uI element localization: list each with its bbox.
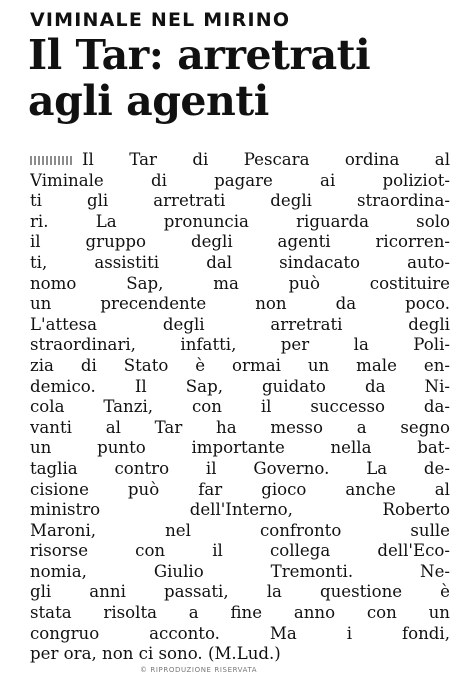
body-line-14: vanti al Tar ha messo a segno <box>30 417 450 437</box>
body-line-8: un precendente non da poco. <box>30 294 450 314</box>
headline-line-2: agli agenti <box>28 77 269 125</box>
body-line-1 <box>30 150 450 171</box>
article-kicker: VIMINALE NEL MIRINO <box>30 9 291 31</box>
body-line-24: congruo acconto. Ma i fondi, <box>30 623 450 643</box>
headline-line-1: Il Tar: arretrati <box>28 31 371 79</box>
body-line-2: Viminale di pagare ai poliziot- <box>30 170 450 190</box>
article-headline <box>28 32 458 124</box>
body-line-22: gli anni passati, la questione è <box>30 582 450 602</box>
author-signature-mark <box>30 156 72 165</box>
footer-credit: © RIPRODUZIONE RISERVATA <box>140 666 258 674</box>
body-line-20: risorse con il collega dell'Eco- <box>30 541 450 561</box>
body-line-3: ti gli arretrati degli straordina- <box>30 191 450 211</box>
body-line-12: demico. Il Sap, guidato da Ni- <box>30 376 450 396</box>
body-line-9: L'attesa degli arretrati degli <box>30 314 450 334</box>
body-line-5: il gruppo degli agenti ricorren- <box>30 232 450 252</box>
body-line-21: nomia, Giulio Tremonti. Ne- <box>30 561 450 581</box>
body-line-10: straordinari, infatti, per la Poli- <box>30 335 450 355</box>
body-line-11: zia di Stato è ormai un male en- <box>30 355 450 375</box>
body-line-1-text: Il Tar di Pescara ordina al <box>82 150 450 169</box>
body-line-18: ministro dell'Interno, Roberto <box>30 500 450 520</box>
body-line-17: cisione può far gioco anche al <box>30 479 450 499</box>
body-line-15: un punto importante nella bat- <box>30 438 450 458</box>
body-line-19: Maroni, nel confronto sulle <box>30 520 450 540</box>
article-body <box>30 150 450 665</box>
body-line-7: nomo Sap, ma può costituire <box>30 273 450 293</box>
body-line-13: cola Tanzi, con il successo da- <box>30 397 450 417</box>
body-line-23: stata risolta a fine anno con un <box>30 603 450 623</box>
body-line-4: ri. La pronuncia riguarda solo <box>30 211 450 231</box>
body-line-6: ti, assistiti dal sindacato auto- <box>30 252 450 272</box>
body-line-25: per ora, non ci sono. (M.Lud.) <box>30 644 281 664</box>
body-line-16: taglia contro il Governo. La de- <box>30 458 450 478</box>
